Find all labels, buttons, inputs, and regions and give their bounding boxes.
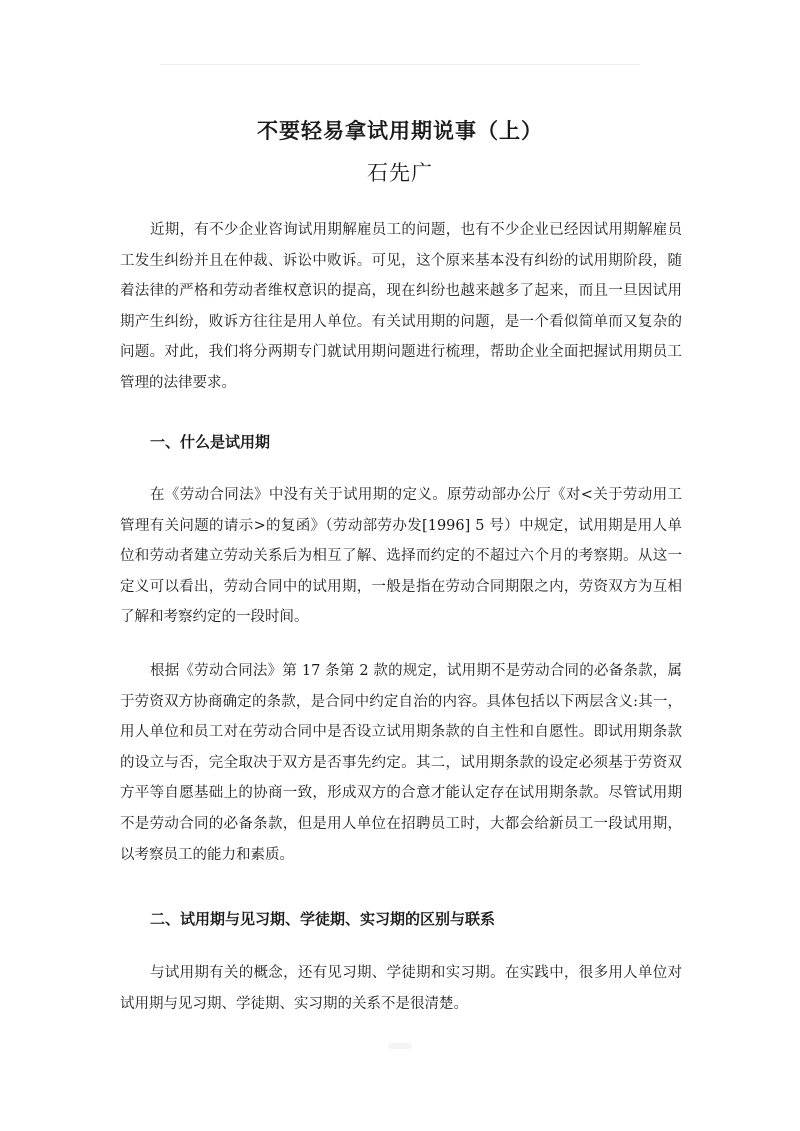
top-divider <box>160 64 640 65</box>
related-concepts-paragraph: 与试用期有关的概念，还有见习期、学徒期和实习期。在实践中，很多用人单位对试用期与见习期、学徒期、实习期的关系不是很清楚。 <box>120 965 682 1012</box>
section-heading-2: 二、试用期与见习期、学徒期、实习期的区别与联系 <box>150 910 496 928</box>
section-heading-1: 一、什么是试用期 <box>150 433 271 451</box>
definition-paragraph: 在《劳动合同法》中没有关于试用期的定义。原劳动部办公厅《对<关于劳动用工管理有关问题的请示>的复函》（劳动部劳办发[1996] 5 号）中规定，试用期是用人单位和劳动者建立劳动关系后为相互了解、选择而约定的不超过六个月的考察期。从这一定义可以看出，劳动合同中的试用期，一般是指在劳动合同期限之内，劳资双方为互相了解和考察约定的一段时间。 <box>120 487 682 626</box>
intro-paragraph: 近期，有不少企业咨询试用期解雇员工的问题，也有不少企业已经因试用期解雇员工发生纠纷并且在仲裁、诉讼中败诉。可见，这个原来基本没有纠纷的试用期阶段，随着法律的严格和劳动者维权意识的提高，现在纠纷也越来越多了起来，而且一旦因试用期产生纠纷，败诉方往往是用人单位。有关试用期的问题，是一个看似简单而又复杂的问题。对此，我们将分两期专门就试用期问题进行梳理，帮助企业全面把握试用期员工管理的法律要求。 <box>120 222 682 391</box>
legal-basis-paragraph: 根据《劳动合同法》第 17 条第 2 款的规定，试用期不是劳动合同的必备条款，属于劳资双方协商确定的条款，是合同中约定自治的内容。具体包括以下两层含义:其一，用人单位和员工对在劳动合同中是否设立试用期条款的自主性和自愿性。即试用期条款的设立与否，完全取决于双方是否事先约定。其二，试用期条款的设定必须基于劳资双方平等自愿基础上的协商一致，形成双方的合意才能认定存在试用期条款。尽管试用期不是劳动合同的必备条款，但是用人单位在招聘员工时，大都会给新员工一段试用期，以考察员工的能力和素质。 <box>120 663 682 863</box>
document-author: 石先广 <box>367 161 433 185</box>
document-title: 不要轻易拿试用期说事（上） <box>257 118 543 144</box>
footer-watermark <box>388 1043 412 1049</box>
